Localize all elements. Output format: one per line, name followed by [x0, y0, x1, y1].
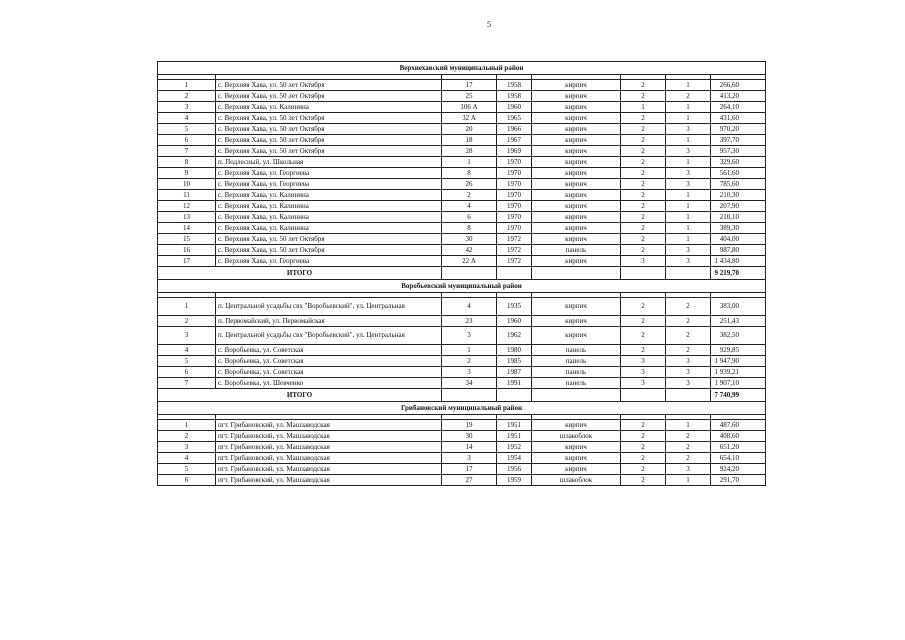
- row-year: 1970: [497, 212, 532, 223]
- row-wall-material: кирпич: [532, 327, 621, 345]
- row-house-number: 3: [442, 453, 497, 464]
- row-wall-material: панель: [532, 378, 621, 389]
- row-wall-material: кирпич: [532, 91, 621, 102]
- table-row: [158, 431, 766, 442]
- row-year: 1965: [497, 113, 532, 124]
- table-row: [158, 378, 766, 389]
- row-year: 1970: [497, 157, 532, 168]
- row-house-number: 19: [442, 420, 497, 431]
- row-floors: 2: [621, 298, 666, 316]
- row-area: 329,60: [711, 157, 766, 168]
- row-address: пгт. Грибановский, ул. Машзаводская: [216, 453, 442, 464]
- row-area: 383,00: [711, 298, 766, 316]
- table-row: [158, 367, 766, 378]
- row-entrances: 1: [666, 80, 711, 91]
- housing-table: [157, 61, 766, 486]
- row-area: 397,70: [711, 135, 766, 146]
- row-number: 4: [158, 345, 216, 356]
- row-floors: 2: [621, 157, 666, 168]
- row-area: 487,60: [711, 420, 766, 431]
- table-row: [158, 464, 766, 475]
- row-house-number: 3: [442, 367, 497, 378]
- row-entrances: 2: [666, 327, 711, 345]
- row-address: с. Верхняя Хава, ул. 50 лет Октября: [216, 135, 442, 146]
- row-house-number: 4: [442, 298, 497, 316]
- row-house-number: 28: [442, 146, 497, 157]
- table-row: [158, 113, 766, 124]
- row-year: 1970: [497, 201, 532, 212]
- row-wall-material: кирпич: [532, 420, 621, 431]
- total-label: ИТОГО: [158, 267, 442, 280]
- empty-cell: [666, 389, 711, 402]
- row-entrances: 2: [666, 442, 711, 453]
- row-area: 266,60: [711, 80, 766, 91]
- row-number: 6: [158, 367, 216, 378]
- row-area: 651,20: [711, 442, 766, 453]
- row-entrances: 1: [666, 212, 711, 223]
- row-area: 987,80: [711, 245, 766, 256]
- row-wall-material: кирпич: [532, 135, 621, 146]
- row-entrances: 3: [666, 245, 711, 256]
- row-year: 1972: [497, 234, 532, 245]
- row-year: 1954: [497, 453, 532, 464]
- table-row: [158, 234, 766, 245]
- row-number: 10: [158, 179, 216, 190]
- row-floors: 2: [621, 91, 666, 102]
- row-house-number: 4: [442, 201, 497, 212]
- empty-cell: [497, 267, 532, 280]
- row-year: 1951: [497, 420, 532, 431]
- row-number: 1: [158, 298, 216, 316]
- section-title: Воробьевский муниципальный район: [158, 280, 766, 293]
- row-number: 3: [158, 102, 216, 113]
- section-header-row: [158, 402, 766, 415]
- row-entrances: 3: [666, 179, 711, 190]
- row-wall-material: кирпич: [532, 113, 621, 124]
- row-area: 382,50: [711, 327, 766, 345]
- row-number: 1: [158, 420, 216, 431]
- row-year: 1970: [497, 190, 532, 201]
- row-number: 7: [158, 378, 216, 389]
- row-floors: 2: [621, 146, 666, 157]
- row-entrances: 1: [666, 113, 711, 124]
- row-wall-material: кирпич: [532, 234, 621, 245]
- row-entrances: 3: [666, 256, 711, 267]
- row-entrances: 2: [666, 431, 711, 442]
- row-floors: 2: [621, 464, 666, 475]
- row-number: 7: [158, 146, 216, 157]
- row-entrances: 3: [666, 168, 711, 179]
- table-row: [158, 256, 766, 267]
- table-row: [158, 157, 766, 168]
- row-area: 291,70: [711, 475, 766, 486]
- table-row: [158, 124, 766, 135]
- row-number: 6: [158, 475, 216, 486]
- row-area: 408,60: [711, 431, 766, 442]
- row-entrances: 3: [666, 464, 711, 475]
- row-floors: 2: [621, 475, 666, 486]
- table-row: [158, 327, 766, 345]
- row-wall-material: кирпич: [532, 80, 621, 91]
- row-address: пгт. Грибановский, ул. Машзаводская: [216, 420, 442, 431]
- row-year: 1970: [497, 223, 532, 234]
- row-number: 12: [158, 201, 216, 212]
- row-entrances: 1: [666, 475, 711, 486]
- row-address: с. Верхняя Хава, ул. Калинина: [216, 102, 442, 113]
- row-address: п. Подлесный, ул. Школьная: [216, 157, 442, 168]
- table-row: [158, 102, 766, 113]
- row-entrances: 2: [666, 91, 711, 102]
- row-house-number: 30: [442, 234, 497, 245]
- row-wall-material: панель: [532, 356, 621, 367]
- row-entrances: 3: [666, 146, 711, 157]
- row-number: 17: [158, 256, 216, 267]
- row-address: п. Центральной усадьбы свх "Воробьевский", ул. Центральная: [216, 298, 442, 316]
- table-row: [158, 356, 766, 367]
- row-entrances: 1: [666, 157, 711, 168]
- row-area: 207,90: [711, 201, 766, 212]
- row-address: с. Верхняя Хава, ул. 50 лет Октября: [216, 91, 442, 102]
- row-house-number: 25: [442, 91, 497, 102]
- row-area: 1 907,10: [711, 378, 766, 389]
- table-row: [158, 179, 766, 190]
- row-entrances: 1: [666, 102, 711, 113]
- row-year: 1960: [497, 102, 532, 113]
- row-address: с. Верхняя Хава, ул. Калинина: [216, 190, 442, 201]
- row-house-number: 27: [442, 475, 497, 486]
- row-wall-material: кирпич: [532, 256, 621, 267]
- row-house-number: 30: [442, 431, 497, 442]
- row-address: с. Верхняя Хава, ул. Калинина: [216, 201, 442, 212]
- row-address: с. Воробьевка, ул. Советская: [216, 356, 442, 367]
- row-house-number: 22 А: [442, 256, 497, 267]
- row-house-number: 23: [442, 316, 497, 327]
- row-wall-material: шлакоблок: [532, 431, 621, 442]
- total-area: 9 219,70: [711, 267, 766, 280]
- row-address: с. Верхняя Хава, ул. 50 лет Октября: [216, 245, 442, 256]
- row-year: 1958: [497, 80, 532, 91]
- table-row: [158, 223, 766, 234]
- row-area: 957,30: [711, 146, 766, 157]
- row-area: 1 947,90: [711, 356, 766, 367]
- row-floors: 2: [621, 190, 666, 201]
- section-header-row: [158, 62, 766, 75]
- row-house-number: 8: [442, 223, 497, 234]
- row-floors: 2: [621, 245, 666, 256]
- row-entrances: 2: [666, 345, 711, 356]
- row-wall-material: кирпич: [532, 190, 621, 201]
- row-floors: 1: [621, 102, 666, 113]
- row-address: п. Первомайский, ул. Первомайская: [216, 316, 442, 327]
- table-row: [158, 91, 766, 102]
- row-entrances: 2: [666, 298, 711, 316]
- row-house-number: 3: [442, 327, 497, 345]
- table-row: [158, 298, 766, 316]
- empty-cell: [621, 389, 666, 402]
- row-year: 1967: [497, 135, 532, 146]
- row-number: 3: [158, 327, 216, 345]
- row-wall-material: кирпич: [532, 464, 621, 475]
- row-area: 251,43: [711, 316, 766, 327]
- row-number: 14: [158, 223, 216, 234]
- row-year: 1952: [497, 442, 532, 453]
- row-year: 1960: [497, 316, 532, 327]
- table-row: [158, 420, 766, 431]
- table-row: [158, 316, 766, 327]
- row-number: 3: [158, 442, 216, 453]
- section-header-row: [158, 280, 766, 293]
- row-wall-material: кирпич: [532, 453, 621, 464]
- row-year: 1972: [497, 245, 532, 256]
- row-floors: 3: [621, 378, 666, 389]
- row-number: 5: [158, 124, 216, 135]
- row-wall-material: кирпич: [532, 179, 621, 190]
- table-row: [158, 475, 766, 486]
- row-entrances: 3: [666, 356, 711, 367]
- row-floors: 2: [621, 124, 666, 135]
- row-floors: 2: [621, 431, 666, 442]
- row-floors: 3: [621, 367, 666, 378]
- row-house-number: 32 А: [442, 113, 497, 124]
- row-floors: 2: [621, 135, 666, 146]
- table-row: [158, 345, 766, 356]
- row-area: 413,20: [711, 91, 766, 102]
- row-wall-material: шлакоблок: [532, 475, 621, 486]
- row-floors: 2: [621, 201, 666, 212]
- row-address: с. Верхняя Хава, ул. Калинина: [216, 223, 442, 234]
- row-floors: 2: [621, 80, 666, 91]
- row-wall-material: кирпич: [532, 298, 621, 316]
- row-wall-material: кирпич: [532, 168, 621, 179]
- row-year: 1969: [497, 146, 532, 157]
- row-floors: 3: [621, 356, 666, 367]
- row-number: 1: [158, 80, 216, 91]
- row-address: с. Воробьевка, ул. Советская: [216, 345, 442, 356]
- row-entrances: 1: [666, 223, 711, 234]
- row-house-number: 17: [442, 80, 497, 91]
- row-address: с. Верхняя Хава, ул. Георгиева: [216, 179, 442, 190]
- row-year: 1956: [497, 464, 532, 475]
- row-wall-material: кирпич: [532, 442, 621, 453]
- total-row: [158, 389, 766, 402]
- row-year: 1970: [497, 179, 532, 190]
- row-house-number: 2: [442, 190, 497, 201]
- row-area: 924,20: [711, 464, 766, 475]
- row-address: пгт. Грибановский, ул. Машзаводская: [216, 431, 442, 442]
- row-year: 1958: [497, 91, 532, 102]
- row-number: 15: [158, 234, 216, 245]
- row-number: 4: [158, 113, 216, 124]
- row-year: 1980: [497, 345, 532, 356]
- row-wall-material: кирпич: [532, 157, 621, 168]
- row-address: пгт. Грибановский, ул. Машзаводская: [216, 442, 442, 453]
- row-number: 4: [158, 453, 216, 464]
- row-floors: 2: [621, 234, 666, 245]
- row-house-number: 1: [442, 157, 497, 168]
- row-wall-material: панель: [532, 367, 621, 378]
- row-number: 11: [158, 190, 216, 201]
- row-area: 431,60: [711, 113, 766, 124]
- row-wall-material: кирпич: [532, 124, 621, 135]
- table-row: [158, 135, 766, 146]
- row-address: с. Верхняя Хава, ул. 50 лет Октября: [216, 113, 442, 124]
- row-number: 13: [158, 212, 216, 223]
- empty-cell: [442, 267, 497, 280]
- row-wall-material: кирпич: [532, 316, 621, 327]
- table-row: [158, 80, 766, 91]
- table-row: [158, 212, 766, 223]
- row-area: 1 939,21: [711, 367, 766, 378]
- row-address: пгт. Грибановский, ул. Машзаводская: [216, 475, 442, 486]
- table-row: [158, 245, 766, 256]
- row-number: 2: [158, 91, 216, 102]
- total-area: 7 740,99: [711, 389, 766, 402]
- page-number: 5: [487, 20, 491, 29]
- row-address: с. Верхняя Хава, ул. Георгиева: [216, 256, 442, 267]
- row-floors: 2: [621, 212, 666, 223]
- row-house-number: 17: [442, 464, 497, 475]
- row-entrances: 1: [666, 420, 711, 431]
- row-year: 1966: [497, 124, 532, 135]
- row-area: 561,60: [711, 168, 766, 179]
- row-wall-material: кирпич: [532, 146, 621, 157]
- table-row: [158, 168, 766, 179]
- row-house-number: 34: [442, 378, 497, 389]
- empty-cell: [442, 389, 497, 402]
- row-house-number: 1: [442, 345, 497, 356]
- row-floors: 2: [621, 442, 666, 453]
- row-wall-material: панель: [532, 345, 621, 356]
- empty-cell: [621, 267, 666, 280]
- row-area: 654,10: [711, 453, 766, 464]
- row-number: 8: [158, 157, 216, 168]
- row-area: 404,00: [711, 234, 766, 245]
- row-entrances: 3: [666, 378, 711, 389]
- row-floors: 2: [621, 316, 666, 327]
- table-row: [158, 190, 766, 201]
- row-floors: 2: [621, 420, 666, 431]
- row-year: 1991: [497, 378, 532, 389]
- row-house-number: 8: [442, 168, 497, 179]
- row-area: 210,10: [711, 212, 766, 223]
- row-number: 6: [158, 135, 216, 146]
- row-wall-material: кирпич: [532, 102, 621, 113]
- row-wall-material: кирпич: [532, 223, 621, 234]
- row-address: с. Воробьевка, ул. Шевченко: [216, 378, 442, 389]
- row-number: 5: [158, 464, 216, 475]
- row-house-number: 26: [442, 179, 497, 190]
- section-title: Грибановский муниципальный район: [158, 402, 766, 415]
- row-address: п. Центральной усадьбы свх "Воробьевский", ул. Центральная: [216, 327, 442, 345]
- row-address: с. Верхняя Хава, ул. 50 лет Октября: [216, 234, 442, 245]
- row-address: с. Воробьевка, ул. Советская: [216, 367, 442, 378]
- row-house-number: 42: [442, 245, 497, 256]
- row-floors: 2: [621, 345, 666, 356]
- row-number: 16: [158, 245, 216, 256]
- row-entrances: 3: [666, 367, 711, 378]
- section-title: Верхнехавский муниципальный район: [158, 62, 766, 75]
- row-number: 5: [158, 356, 216, 367]
- row-year: 1970: [497, 168, 532, 179]
- row-floors: 2: [621, 168, 666, 179]
- table-row: [158, 146, 766, 157]
- empty-cell: [532, 267, 621, 280]
- row-year: 1972: [497, 256, 532, 267]
- row-area: 929,85: [711, 345, 766, 356]
- row-house-number: 20: [442, 124, 497, 135]
- row-entrances: 1: [666, 201, 711, 212]
- row-entrances: 1: [666, 190, 711, 201]
- row-house-number: 106 А: [442, 102, 497, 113]
- empty-cell: [666, 267, 711, 280]
- empty-cell: [497, 389, 532, 402]
- row-address: с. Верхняя Хава, ул. Калинина: [216, 212, 442, 223]
- row-area: 785,60: [711, 179, 766, 190]
- row-area: 210,30: [711, 190, 766, 201]
- row-floors: 3: [621, 256, 666, 267]
- row-house-number: 14: [442, 442, 497, 453]
- row-floors: 2: [621, 113, 666, 124]
- row-number: 2: [158, 431, 216, 442]
- table-row: [158, 201, 766, 212]
- row-wall-material: кирпич: [532, 201, 621, 212]
- row-address: пгт. Грибановский, ул. Машзаводская: [216, 464, 442, 475]
- total-label: ИТОГО: [158, 389, 442, 402]
- empty-cell: [532, 389, 621, 402]
- row-year: 1962: [497, 327, 532, 345]
- row-wall-material: панель: [532, 245, 621, 256]
- row-address: с. Верхняя Хава, ул. 50 лет Октября: [216, 124, 442, 135]
- row-entrances: 3: [666, 124, 711, 135]
- row-year: 1985: [497, 356, 532, 367]
- row-entrances: 1: [666, 234, 711, 245]
- row-address: с. Верхняя Хава, ул. Георгиева: [216, 168, 442, 179]
- row-number: 9: [158, 168, 216, 179]
- row-house-number: 18: [442, 135, 497, 146]
- row-floors: 2: [621, 223, 666, 234]
- row-entrances: 2: [666, 316, 711, 327]
- row-year: 1951: [497, 431, 532, 442]
- row-year: 1935: [497, 298, 532, 316]
- row-floors: 2: [621, 179, 666, 190]
- row-floors: 2: [621, 327, 666, 345]
- row-wall-material: кирпич: [532, 212, 621, 223]
- row-house-number: 2: [442, 356, 497, 367]
- row-area: 264,10: [711, 102, 766, 113]
- row-entrances: 2: [666, 453, 711, 464]
- row-year: 1959: [497, 475, 532, 486]
- total-row: [158, 267, 766, 280]
- row-house-number: 6: [442, 212, 497, 223]
- row-floors: 2: [621, 453, 666, 464]
- row-number: 2: [158, 316, 216, 327]
- row-entrances: 1: [666, 135, 711, 146]
- row-address: с. Верхняя Хава, ул. 50 лет Октября: [216, 80, 442, 91]
- row-area: 1 434,80: [711, 256, 766, 267]
- row-area: 389,30: [711, 223, 766, 234]
- row-address: с. Верхняя Хава, ул. 50 лет Октября: [216, 146, 442, 157]
- row-area: 970,20: [711, 124, 766, 135]
- table-row: [158, 442, 766, 453]
- table-row: [158, 453, 766, 464]
- row-year: 1987: [497, 367, 532, 378]
